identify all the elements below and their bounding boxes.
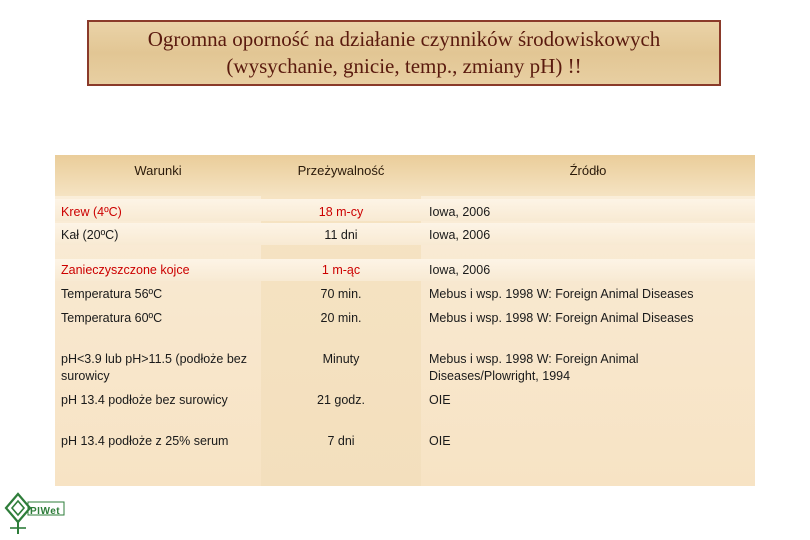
source-cell: Iowa, 2006 xyxy=(429,228,491,242)
survival-cell: 18 m-cy xyxy=(318,205,364,219)
source-cell: Mebus i wsp. 1998 W: Foreign Animal Diseases xyxy=(429,311,694,325)
header-conditions: Warunki xyxy=(134,163,182,178)
source-cell: OIE xyxy=(429,434,451,448)
source-cell: Iowa, 2006 xyxy=(429,205,491,219)
source-cell: OIE xyxy=(429,393,451,407)
logo-text: PIWet xyxy=(30,506,61,517)
survival-cell: 11 dni xyxy=(324,228,358,242)
source-cell: Mebus i wsp. 1998 W: Foreign Animal Diseases xyxy=(429,287,694,301)
header-cell-conditions xyxy=(55,155,261,196)
condition-cell: Zanieczyszczone kojce xyxy=(61,263,190,277)
condition-cell: Temperatura 60ºC xyxy=(61,311,163,325)
slide-title xyxy=(148,26,661,80)
survival-cell: 7 dni xyxy=(327,434,355,448)
slide-title-box xyxy=(87,20,721,86)
condition-cell: pH 13.4 podłoże bez surowicy xyxy=(61,393,228,407)
title-line-1: Ogromna oporność na działanie czynników środowiskowych xyxy=(147,27,661,51)
condition-cell: Krew (4ºC) xyxy=(61,205,122,219)
header-cell-survival xyxy=(261,155,421,196)
survival-table xyxy=(55,155,755,486)
title-line-2: (wysychanie, gnicie, temp., zmiany pH) !! xyxy=(226,54,582,78)
source-cell: Iowa, 2006 xyxy=(429,263,491,277)
survival-cell: 21 godz. xyxy=(317,393,365,407)
condition-cell: pH<3.9 lub pH>11.5 (podłoże bez surowicy xyxy=(61,352,248,383)
survival-cell: 20 min. xyxy=(320,311,362,325)
condition-cell: Temperatura 56ºC xyxy=(61,287,163,301)
condition-cell: pH 13.4 podłoże z 25% serum xyxy=(61,434,229,448)
survival-cell: Minuty xyxy=(322,352,360,366)
header-survival: Przeżywalność xyxy=(297,163,385,178)
condition-cell: Kał (20ºC) xyxy=(61,228,119,242)
survival-cell: 1 m-ąc xyxy=(321,263,361,277)
survival-cell: 70 min. xyxy=(320,287,362,301)
header-cell-source xyxy=(421,155,755,196)
header-source: Źródło xyxy=(569,163,607,178)
source-cell: Mebus i wsp. 1998 W: Foreign Animal Diseases/Plowright, 1994 xyxy=(429,352,639,383)
